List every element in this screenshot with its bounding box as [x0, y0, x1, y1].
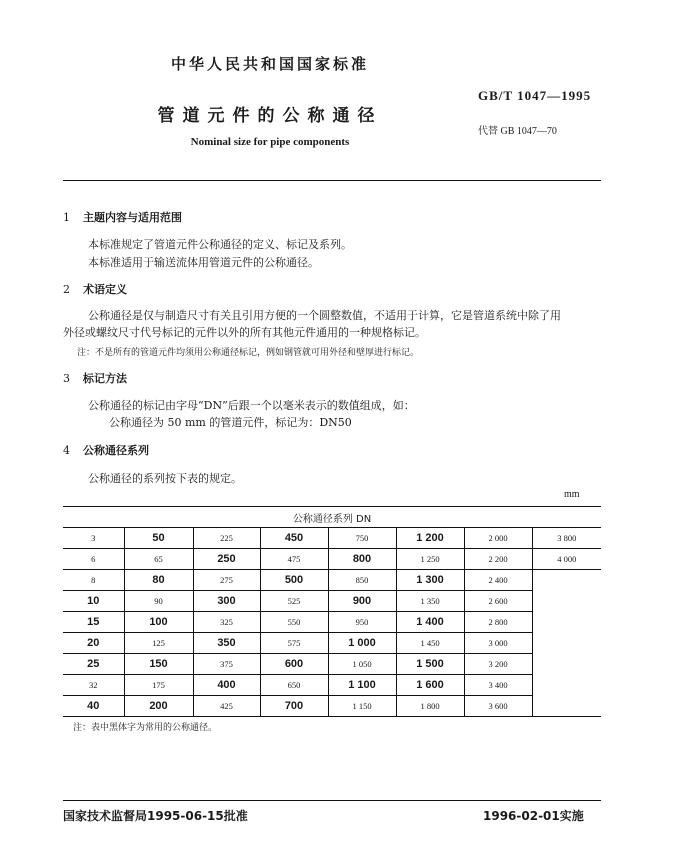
document-title-zh: 管道元件的公称通径 — [157, 106, 383, 125]
table-cell: 2 200 — [464, 549, 532, 570]
table-cell: 1 250 — [396, 549, 464, 570]
table-cell: 375 — [193, 654, 260, 675]
table-cell: 15 — [63, 612, 124, 633]
table-cell: 350 — [193, 633, 260, 654]
table-cell: 100 — [124, 612, 193, 633]
section-3-number: 3 — [63, 372, 70, 385]
table-cell: 850 — [328, 570, 396, 591]
section-1-title: 主题内容与适用范围 — [83, 211, 182, 224]
table-cell — [532, 696, 601, 717]
table-caption: 公称通径系列 DN — [292, 513, 372, 525]
table-cell: 450 — [260, 528, 328, 549]
replaces-standard: 代替 GB 1047—70 — [478, 126, 557, 137]
table-cell: 425 — [193, 696, 260, 717]
table-cell: 200 — [124, 696, 193, 717]
table-cell: 32 — [63, 675, 124, 696]
table-row — [63, 675, 601, 696]
table-row — [63, 633, 601, 654]
table-cell: 1 350 — [396, 591, 464, 612]
table-cell: 225 — [193, 528, 260, 549]
issue-date: 国家技术监督局1995-06-15批准 — [63, 809, 248, 823]
table-cell: 550 — [260, 612, 328, 633]
table-cell: 1 300 — [396, 570, 464, 591]
table-cell: 4 000 — [532, 549, 601, 570]
table-cell: 1 150 — [328, 696, 396, 717]
table-cell: 1 450 — [396, 633, 464, 654]
table-cell: 500 — [260, 570, 328, 591]
table-cell — [532, 633, 601, 654]
section-2-note: 注：不是所有的管道元件均须用公称通径标记，例如钢管就可用外径和壁厚进行标记。 — [77, 348, 420, 358]
national-standard-header: 中华人民共和国国家标准 — [170, 57, 369, 73]
table-cell: 1 100 — [328, 675, 396, 696]
table-cell: 20 — [63, 633, 124, 654]
table-row — [63, 696, 601, 717]
table-cell: 1 800 — [396, 696, 464, 717]
table-row — [63, 549, 601, 570]
section-3-title: 标记方法 — [83, 372, 127, 385]
table-cell: 65 — [124, 549, 193, 570]
table-cell: 1 000 — [328, 633, 396, 654]
table-caption-row — [63, 507, 601, 528]
table-row — [63, 612, 601, 633]
table-cell: 300 — [193, 591, 260, 612]
table-cell — [532, 654, 601, 675]
table-unit: mm — [564, 489, 580, 500]
implementation-date: 1996-02-01实施 — [483, 809, 584, 823]
section-4-paragraph-1: 公称通径的系列按下表的规定。 — [88, 472, 242, 485]
table-cell: 1 500 — [396, 654, 464, 675]
table-cell: 1 200 — [396, 528, 464, 549]
table-cell: 150 — [124, 654, 193, 675]
table-cell: 3 400 — [464, 675, 532, 696]
table-cell: 950 — [328, 612, 396, 633]
section-4-title: 公称通径系列 — [83, 444, 149, 457]
table-cell: 1 050 — [328, 654, 396, 675]
table-cell: 8 — [63, 570, 124, 591]
table-row — [63, 528, 601, 549]
table-cell: 40 — [63, 696, 124, 717]
table-cell: 125 — [124, 633, 193, 654]
table-cell: 3 200 — [464, 654, 532, 675]
table-cell: 175 — [124, 675, 193, 696]
table-cell: 80 — [124, 570, 193, 591]
table-cell: 800 — [328, 549, 396, 570]
table-cell: 3 000 — [464, 633, 532, 654]
table-cell — [532, 591, 601, 612]
section-3-paragraph-1: 公称通径的标记由字母“DN”后跟一个以毫米表示的数值组成，如： — [88, 399, 415, 412]
section-2-title: 术语定义 — [83, 283, 127, 296]
table-row — [63, 591, 601, 612]
table-cell: 6 — [63, 549, 124, 570]
section-2-paragraph-line-1: 公称通径是仅与制造尺寸有关且引用方便的一个圆整数值，不适用于计算，它是管道系统中除了用 — [88, 309, 561, 322]
section-1-number: 1 — [63, 211, 70, 224]
table-body — [63, 528, 601, 717]
table-cell — [532, 570, 601, 591]
table-cell: 575 — [260, 633, 328, 654]
table-cell: 3 — [63, 528, 124, 549]
nominal-size-table — [63, 506, 601, 717]
table-cell: 275 — [193, 570, 260, 591]
standard-number: GB/T 1047—1995 — [478, 88, 592, 103]
table-cell: 10 — [63, 591, 124, 612]
section-1-heading — [63, 209, 182, 225]
table-cell: 475 — [260, 549, 328, 570]
section-2-paragraph-line-2: 外径或螺纹尺寸代号标记的元件以外的所有其他元件通用的一种规格标记。 — [63, 326, 426, 339]
table-cell — [532, 612, 601, 633]
table-cell: 50 — [124, 528, 193, 549]
document-title-en: Nominal size for pipe components — [190, 136, 350, 148]
bottom-rule — [63, 800, 601, 801]
table-cell: 90 — [124, 591, 193, 612]
table-cell: 400 — [193, 675, 260, 696]
table-cell: 525 — [260, 591, 328, 612]
table-cell: 1 400 — [396, 612, 464, 633]
section-3-paragraph-2: 公称通径为 50 mm 的管道元件，标记为：DN50 — [109, 416, 352, 429]
table-cell: 2 600 — [464, 591, 532, 612]
table-cell: 3 600 — [464, 696, 532, 717]
table-cell: 900 — [328, 591, 396, 612]
table-cell: 2 800 — [464, 612, 532, 633]
top-rule — [63, 180, 601, 181]
table-cell — [532, 675, 601, 696]
section-4-number: 4 — [63, 444, 70, 457]
table-row — [63, 654, 601, 675]
table-cell: 600 — [260, 654, 328, 675]
table-cell: 650 — [260, 675, 328, 696]
table-cell: 1 600 — [396, 675, 464, 696]
table-cell: 700 — [260, 696, 328, 717]
section-1-paragraph-2: 本标准适用于输送流体用管道元件的公称通径。 — [88, 256, 319, 269]
section-1-paragraph-1: 本标准规定了管道元件公称通径的定义、标记及系列。 — [88, 238, 352, 251]
section-2-heading — [63, 281, 127, 297]
table-cell: 325 — [193, 612, 260, 633]
section-2-number: 2 — [63, 283, 70, 296]
table-cell: 3 800 — [532, 528, 601, 549]
table-cell: 750 — [328, 528, 396, 549]
section-3-heading — [63, 370, 127, 386]
section-4-heading — [63, 442, 149, 458]
table-cell: 25 — [63, 654, 124, 675]
table-cell: 2 400 — [464, 570, 532, 591]
table-cell: 250 — [193, 549, 260, 570]
table-row — [63, 570, 601, 591]
table-cell: 2 000 — [464, 528, 532, 549]
table-note: 注：表中黑体字为常用的公称通径。 — [73, 723, 218, 733]
